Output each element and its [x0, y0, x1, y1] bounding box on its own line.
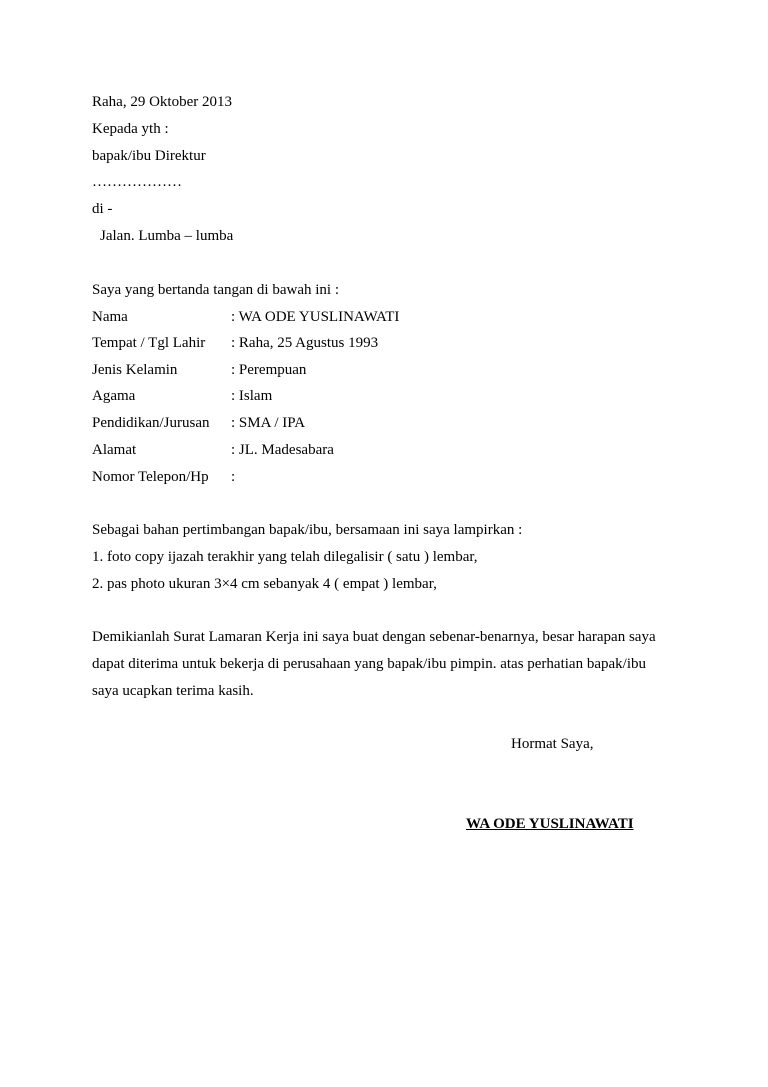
to-line: Kepada yth : — [92, 121, 169, 137]
field-value-tempat-tgl-lahir: : Raha, 25 Agustus 1993 — [231, 335, 379, 351]
attachment-item: 2. pas photo ukuran 3×4 cm sebanyak 4 ( empat ) lembar, — [92, 576, 437, 592]
field-label-alamat: Alamat — [92, 442, 137, 458]
recipient: bapak/ibu Direktur — [92, 148, 206, 164]
field-value-nama: : WA ODE YUSLINAWATI — [231, 309, 400, 325]
recipient-address: Jalan. Lumba – lumba — [100, 228, 234, 244]
attachments-intro: Sebagai bahan pertimbangan bapak/ibu, bersamaan ini saya lampirkan : — [92, 522, 523, 538]
intro-text: Saya yang bertanda tangan di bawah ini : — [92, 282, 340, 298]
field-value-alamat: : JL. Madesabara — [231, 442, 334, 458]
closing-paragraph-line: dapat diterima untuk bekerja di perusahaan yang bapak/ibu pimpin. atas perhatian bapak/ibu — [92, 656, 646, 672]
field-label-jenis-kelamin: Jenis Kelamin — [92, 362, 178, 378]
field-value-telepon: : — [231, 469, 236, 485]
field-value-agama: : Islam — [231, 388, 273, 404]
recipient-dots: ……………… — [92, 174, 182, 190]
field-label-agama: Agama — [92, 388, 136, 404]
closing-paragraph-line: saya ucapkan terima kasih. — [92, 683, 254, 699]
field-label-nama: Nama — [92, 309, 128, 325]
field-value-jenis-kelamin: : Perempuan — [231, 362, 307, 378]
field-label-pendidikan: Pendidikan/Jurusan — [92, 415, 210, 431]
field-value-pendidikan: : SMA / IPA — [231, 415, 306, 431]
attachment-item: 1. foto copy ijazah terakhir yang telah dilegalisir ( satu ) lembar, — [92, 549, 478, 565]
signature-name: WA ODE YUSLINAWATI — [466, 816, 634, 832]
field-label-tempat-tgl-lahir: Tempat / Tgl Lahir — [92, 335, 206, 351]
closing-greeting: Hormat Saya, — [511, 736, 594, 752]
field-label-telepon: Nomor Telepon/Hp — [92, 469, 209, 485]
di-line: di - — [92, 201, 113, 217]
place-date: Raha, 29 Oktober 2013 — [92, 94, 232, 110]
closing-paragraph-line: Demikianlah Surat Lamaran Kerja ini saya buat dengan sebenar-benarnya, besar harapan saya — [92, 629, 656, 645]
